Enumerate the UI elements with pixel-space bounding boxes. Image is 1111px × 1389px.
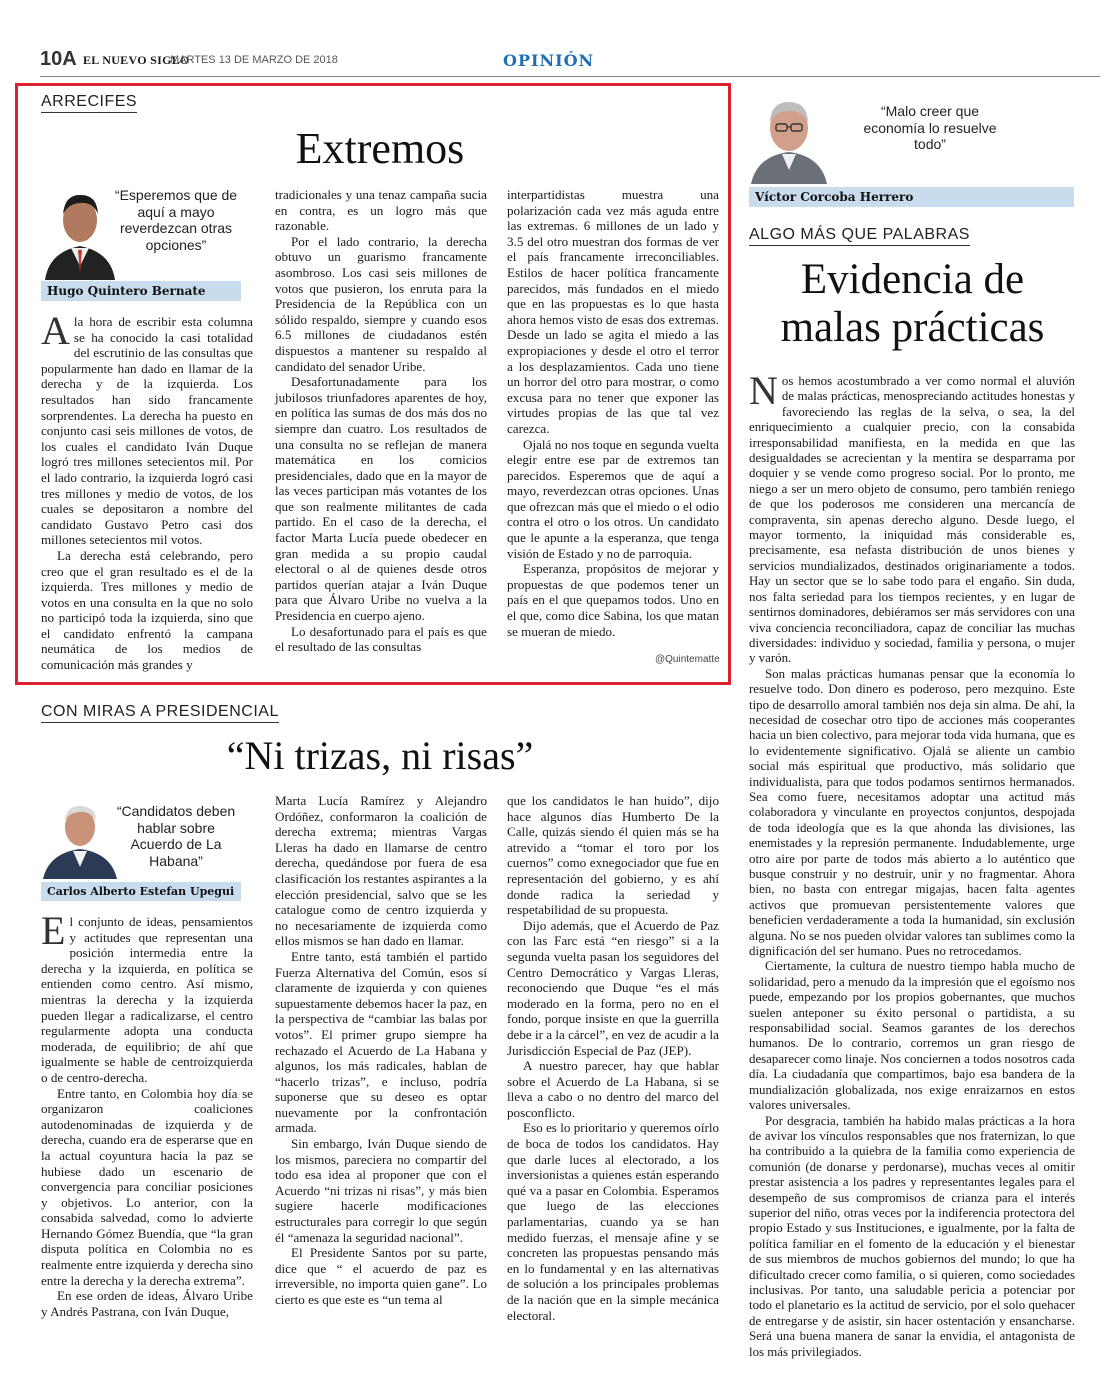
article2-byline: Carlos Alberto Estefan Upegui bbox=[41, 882, 241, 901]
article2-column-3 bbox=[507, 793, 719, 1334]
paragraph: Ojalá no nos toque en segunda vuelta elegir entre ese par de extremos tan parecidos. Esperemos que de aquí a mayo, reverdezcan otras opciones. Unas que ofrezcan más que el miedo o el odio contra el otro o los otros. Un candidato que le apunte a la esperanza, que tenga visión de Estado y no de parroquia. bbox=[507, 436, 719, 561]
article3-headline: Evidencia de malas prácticas bbox=[780, 256, 1045, 352]
paragraph: Eso es lo prioritario y queremos oírlo de boca de todos los candidatos. Hay que darle luces al electorado, a los inversionistas a quienes están esperando qué va a pasar en Colombia. Esperamos que luego de las elecciones parlamentarias, cuando ya se han medido fuerzas, el mensaje afine y se concreten las propuestas pensando más en lo fundamental y en las alternativas de solución a los principales problemas de la nación que en la simple mecánica electoral. bbox=[507, 1120, 719, 1323]
paragraph: tradicionales y una tenaz campaña sucia en contra, es un logro más que razonable. bbox=[275, 187, 487, 234]
paragraph: Por desgracia, también ha habido malas prácticas a la hora de avivar los vínculos responsables que nos fraternizan, lo que ha contribuido a la quiebra de la familia como experiencia de comunión (de donarse y perdonarse), muchas veces al omitir prestar asistencia a los padres y representantes legales para el desempeño de sus compromisos de crianza para el interés superior del niño, otras veces por la indiferencia protectora del propio Estado y sus Instituciones, e igualmente, por la falta de política familiar en el fomento de la educación y el bienestar de sus miembros de muchos gobiernos del mundo; lo que ha dificultado crecer como familia, o si quieren, como sociedades inclusivas. Por tanto, una saludable pericia a potenciar por todo el planetario es la actitud de servicio, por el solo quehacer de entregarse y de asistir, sin hacer ostentación y ensancharse. Será una buena manera de sanar la envidia, el antagonista de los más privilegiados. bbox=[749, 1113, 1075, 1359]
article1-headline: Extremos bbox=[295, 124, 465, 173]
article1-column-2 bbox=[275, 187, 487, 670]
author-photo bbox=[41, 797, 119, 879]
article2-kicker: CON MIRAS A PRESIDENCIAL bbox=[41, 703, 279, 723]
paragraph: En ese orden de ideas, Álvaro Uribe y Andrés Pastrana, con Iván Duque, bbox=[41, 1288, 253, 1319]
author-photo bbox=[749, 92, 829, 184]
paragraph: Dijo además, que el Acuerdo de Paz con las Farc está “en riesgo” si a la segunda vuelta pasan los seguidores del Centro Democrático y Vargas Lleras, reconociendo que Duque “es el más moderado en la forma, pero no en el fondo, porque insiste en que la guerrilla debe ir a la cárcel”, en vez de acudir a la Jurisdicción Especial de Paz (JEP). bbox=[507, 917, 719, 1058]
paragraph: Entre tanto, en Colombia hoy día se organizaron coaliciones autodenominadas de izquierda y de derecha, cuando era de esperarse que en la actual coyuntura hacia la paz se hubiese dado un escenario de convergencia para conciliar posiciones y objetivos. Lo anterior, con la consabida salvedad, como lo advierte Hernando Gómez Buendía, que “la gran disputa política en Colombia no es realmente entre izquierda y derecha sino entre la derecha y la derecha extrema”. bbox=[41, 1085, 253, 1288]
paragraph: La derecha está celebrando, pero creo que el gran resultado es el de la izquierda. Tres millones y medio de votos en una consulta en la que no solo no participó toda la izquierda, sino que el candidato enfrentó la campana neumática de los medios de comunicación más grandes y bbox=[41, 547, 253, 673]
paragraph: Entre tanto, está también el partido Fuerza Alternativa del Común, esos sí claramente de izquierda y con quienes supuestamente debemos hacer la paz, en la perspectiva de “cambiar las balas por votos”. El primer grupo siempre ha rechazado el Acuerdo de La Habana y algunos, los más radicales, hablan de “hacerlo trizas”, e incluso, podría suponerse que su deseo es optar nuevamente por la confrontación armada. bbox=[275, 948, 487, 1136]
paragraph: Desafortunadamente para los jubilosos triunfadores aparentes de hoy, en política las sumas de dos más dos no siempre dan cuatro. Los resultados de una consulta no se reflejan de manera matemática en los comicios presidenciales, dado que en la mayor de las veces participan más votantes de los que son realmente militantes de cada partido. En el caso de la derecha, el factor Marta Lucía puede obedecer en gran medida a su propio caudal electoral o al de quienes desde otros partidos querían atajar a Iván Duque para que Álvaro Uribe no vuelva a la Presidencia en cuerpo ajeno. bbox=[275, 374, 487, 624]
article3-kicker: ALGO MÁS QUE PALABRAS bbox=[749, 226, 970, 246]
paragraph: interpartidistas muestra una polarización cada vez más aguda entre las extremas. 6 millones de un lado y 3.5 del otro muestran dos formas de ver el país francamente irreconciliables. Estilos de hacer política francamente parecidos, más fundados en el miedo que en las propuestas es lo que hasta ahora hemos visto de esas dos extremas. Desde un lado se agita el miedo a las expropiaciones y desde el otro el terror a los desplazamientos. Cada uno tiene un horror del otro para mostrar, o como excusa para no tener que exponer las virtudes propias de las que tal vez carezca. bbox=[507, 187, 719, 436]
paragraph: Por el lado contrario, la derecha obtuvo un guarismo francamente asombroso. Los casi seis millones de votos que pusieron, los enruta para la Presidencia de la República con un sólido respaldo, siempre y cuando esos 6.5 millones de ciudadanos estén dispuestos a mantener su respaldo al candidato del senador Uribe. bbox=[275, 233, 487, 374]
article2-column-2 bbox=[275, 793, 487, 1334]
paragraph: Nos hemos acostumbrado a ver como normal el aluvión de malas prácticas, menospreciando actitudes honestas y favoreciendo las reglas de la selva, o sea, la del enriquecimiento a cualquier precio, con la consabida irresponsabilidad manifiesta, en la medida en que las desigualdades se acrecientan y la mentira se desparrama por doquier y se vende como progreso social. Por lo pronto, me niego a ser un mero objeto de consumo, pero también reniego de que los poderosos me consideren una mercancía de compraventa, sin apenas derecho alguno. Desde luego, el mayor tormento, la iniquidad más considerable es, precisamente, esa nefasta distribución de unos bienes y servicios mundializados, destinados originariamente a todos. Hay un sector que se lo sabe todo para el engaño. Sin duda, nos falta seriedad para los tiempos recientes, y en lugar de sentirnos dominadores, debiéramos ser más servidores con una viva conciencia reconciliadora, capaz de conciliar las muchas diversidades: individuo y sociedad, familia y persona, o mujer y varón. bbox=[749, 368, 1075, 666]
newspaper-name: EL NUEVO SIGLO bbox=[83, 53, 190, 67]
paragraph: Ciertamente, la cultura de nuestro tiempo habla mucho de solidaridad, pero a menudo da la impresión que el egoísmo nos puede, empezando por los propios gobernantes, que muchos suelen anteponer su éxito personal o partidista, a su responsabilidad social. Seamos garantes de los derechos humanos. De lo contrario, corremos un gran riesgo de desaparecer como linaje. Nos conciernen a todos nosotros cada día. La ciudadanía que compartimos, bajo esa bandera de la mundialización globalizada, nos exige enraizarnos en estos valores universales. bbox=[749, 959, 1075, 1113]
paragraph: A nuestro parecer, hay que hablar sobre el Acuerdo de La Habana, si se lleva a cabo o no dentro del marco del posconflicto. bbox=[507, 1058, 719, 1120]
paragraph: El Presidente Santos por su parte, dice que “ el acuerdo de paz es irreversible, no importa quien gane”. Lo cierto es que este es “un tema al bbox=[275, 1245, 487, 1307]
article1-column-1 bbox=[41, 308, 253, 673]
paragraph: Lo desafortunado para el país es que el resultado de las consultas bbox=[275, 623, 487, 655]
article2-pull-quote: “Candidatos deben hablar sobre Acuerdo de La Habana” bbox=[116, 803, 236, 869]
article3-body bbox=[749, 368, 1075, 1359]
masthead bbox=[40, 48, 1100, 76]
article2-headline: “Ni trizas, ni risas” bbox=[226, 733, 534, 778]
paragraph: Son malas prácticas humanas pensar que la economía lo resuelve todo. Don dinero es poderoso, pero mezquino. Este tipo de desarrollo amoral también nos deja sin alma. De ahí, la necesidad de cosechar otro tipo de acciones más cooperantes hacia un bien colectivo, para mejorar toda vida humana, que es lo evidentemente significativo. Ojalá se aliente un cambio social más espiritual que productivo, más solidario que individualista, para que todos podamos sentirnos hermanados. Sea como fuere, necesitamos adoptar una actitud más colaboradora y vinculante en proyectos conjuntos, despojada de toda ideología que es la que ahonda las divisiones, las enemistades y la represión permanente. Indudablemente, urge otro aire por parte de todos más abierto a lo auténtico que busque construir y no destruir, unir y no fragmentar. Ahora bien, no basta con entregar migajas, hacen falta agentes activos que promuevan persistentemente valores que beneficien verdaderamente a toda la humanidad, sin exclusión alguna. No se nos pueden olvidar valores tan sublimes como la dignificación del ser humano. Pues no retrocedamos. bbox=[749, 666, 1075, 959]
article1-column-3 bbox=[507, 187, 719, 649]
article3-pull-quote: “Malo creer que economía lo resuelve todo” bbox=[863, 103, 997, 153]
author-social-handle: @Quintemattе bbox=[655, 654, 720, 665]
article2-column-1 bbox=[41, 908, 253, 1334]
article1-byline: Hugo Quintero Bernate bbox=[41, 281, 241, 301]
article1-kicker: ARRECIFES bbox=[41, 93, 137, 113]
section-title: OPINIÓN bbox=[503, 51, 595, 70]
paragraph: que los candidatos le han huido”, dijo hace algunos días Humberto De la Calle, quizás siendo él quien más se ha atrevido a “tomar el toro por los cuernos” como exnegociador que fue en representación del gobierno, y es ahí donde radica la seriedad y respetabilidad de su propuesta. bbox=[507, 793, 719, 918]
author-photo bbox=[41, 186, 119, 280]
page-number: 10A bbox=[40, 48, 77, 70]
paragraph: Ala hora de escribir esta columna se ha conocido la casi totalidad del escrutinio de las consultas que popularmente han dado en llamar de la derecha y de la izquierda. Los resultados han sido francamente sorprendentes. La derecha ha puesto en conjunto casi seis millones de votos, de los cuales el candidato Iván Duque logró tres millones setecientos mil. Por el lado contrario, la izquierda logró casi tres millones y medio de votos, de los cuales se depositaron a nombre del candidato Gustavo Petro casi dos millones setecientos mil votos. bbox=[41, 308, 253, 548]
paragraph: Marta Lucía Ramírez y Alejandro Ordóñez, conformaron la coalición de derecha extrema; mientras Vargas Lleras ha dado en llamarse de centro derecha, quedándose por fuera de esa clasificación los restantes aspirantes a la elección presidencial, salvo que se les catalogue como de centro izquierda y no necesariamente de izquierda como ellos mismos se han dado en llamar. bbox=[275, 793, 487, 949]
paragraph: El conjunto de ideas, pensamientos y actitudes que representan una posición intermedia entre la derecha y la izquierda, en política se entienden como centro. Así mismo, mientras la derecha y la izquierda pueden llegar a radicalizarse, el centro regularmente adopta una conducta moderada, de equilibrio; de ahí que igualmente se hable de centroizquierda o de centro-derecha. bbox=[41, 908, 253, 1085]
paragraph: Esperanza, propósitos de mejorar y propuestas de que podemos tener un país en el que quepamos todos. Uno en el que, como dice Sabina, los que matan se mueran de miedo. bbox=[507, 561, 719, 639]
paragraph: Sin embargo, Iván Duque siendo de los mismos, pareciera no compartir del todo esa idea al proponer que con el Acuerdo “ni trizas ni risas”, y más bien sugiere hacerle modificaciones estructurales para corregir lo que según él “amenaza la seguridad nacional”. bbox=[275, 1136, 487, 1245]
article3-byline: Víctor Corcoba Herrero bbox=[749, 187, 1074, 207]
article1-pull-quote: “Esperemos que de aquí a mayo reverdezcan otras opciones” bbox=[114, 187, 238, 253]
masthead-divider bbox=[40, 76, 1100, 77]
issue-date: MARTES 13 DE MARZO DE 2018 bbox=[170, 54, 338, 66]
